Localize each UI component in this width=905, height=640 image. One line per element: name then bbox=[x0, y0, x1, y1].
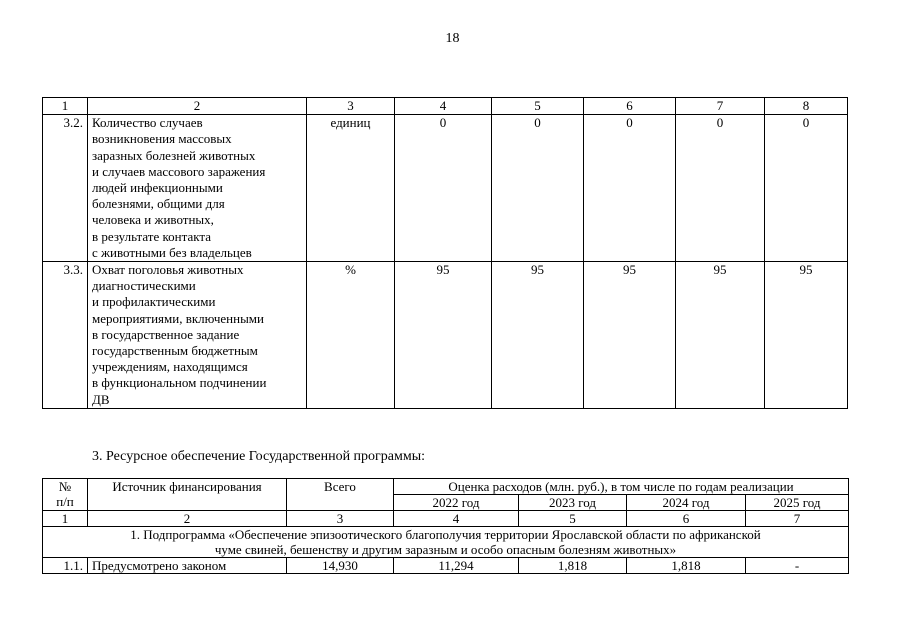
column-number: 6 bbox=[627, 511, 746, 527]
indicator-line: и профилактическими bbox=[92, 294, 216, 310]
indicator-name bbox=[88, 262, 307, 409]
column-number: 1 bbox=[43, 98, 88, 115]
column-number: 4 bbox=[395, 98, 492, 115]
value-cell: 0 bbox=[492, 115, 584, 262]
indicator-name bbox=[88, 115, 307, 262]
row-number: 3.3. bbox=[43, 262, 88, 409]
number-header-line: № bbox=[58, 479, 72, 494]
value-cell: 95 bbox=[676, 262, 765, 409]
column-number: 2 bbox=[88, 98, 307, 115]
indicator-line: в результате контакта bbox=[92, 228, 211, 244]
subprogram-line: 1. Подпрограмма «Обеспечение эпизоотического благополучия территории Ярославской области по африканской bbox=[130, 527, 761, 542]
total-cell: 14,930 bbox=[287, 558, 394, 574]
value-cell: - bbox=[746, 558, 849, 574]
table-header-row bbox=[43, 98, 848, 115]
subprogram-row bbox=[43, 527, 849, 558]
table-row bbox=[43, 262, 848, 409]
year-header: 2024 год bbox=[627, 495, 746, 511]
estimate-header: Оценка расходов (млн. руб.), в том числе по годам реализации bbox=[394, 479, 849, 495]
value-cell: 95 bbox=[492, 262, 584, 409]
value-cell: 0 bbox=[395, 115, 492, 262]
column-numbers-row bbox=[43, 511, 849, 527]
number-header bbox=[43, 479, 88, 511]
indicator-line: людей инфекционными bbox=[92, 180, 223, 196]
section-heading: 3. Ресурсное обеспечение Государственной программы: bbox=[92, 449, 426, 464]
number-header-line: п/п bbox=[56, 494, 74, 509]
column-number: 6 bbox=[584, 98, 676, 115]
value-cell: 0 bbox=[765, 115, 848, 262]
value-cell: 1,818 bbox=[627, 558, 746, 574]
column-number: 3 bbox=[287, 511, 394, 527]
value-cell: 0 bbox=[584, 115, 676, 262]
indicator-line: мероприятиями, включенными bbox=[92, 310, 264, 326]
indicator-line: болезнями, общими для bbox=[92, 196, 225, 212]
source-cell: Предусмотрено законом bbox=[88, 558, 287, 574]
table-row bbox=[43, 558, 849, 574]
column-number: 5 bbox=[492, 98, 584, 115]
value-cell: 95 bbox=[765, 262, 848, 409]
value-cell: 95 bbox=[395, 262, 492, 409]
row-number: 3.2. bbox=[43, 115, 88, 262]
unit-cell: % bbox=[307, 262, 395, 409]
column-number: 3 bbox=[307, 98, 395, 115]
value-cell: 0 bbox=[676, 115, 765, 262]
indicator-line: в функциональном подчинении bbox=[92, 375, 267, 391]
column-number: 1 bbox=[43, 511, 88, 527]
column-number: 7 bbox=[746, 511, 849, 527]
subprogram-title bbox=[43, 527, 849, 558]
column-number: 8 bbox=[765, 98, 848, 115]
indicator-line: диагностическими bbox=[92, 278, 196, 294]
indicator-line: возникновения массовых bbox=[92, 131, 232, 147]
table-header-row bbox=[43, 479, 849, 495]
unit-cell: единиц bbox=[307, 115, 395, 262]
value-cell: 1,818 bbox=[519, 558, 627, 574]
indicator-line: человека и животных, bbox=[92, 212, 214, 228]
indicator-line: государственным бюджетным bbox=[92, 343, 258, 359]
indicator-line: с животными без владельцев bbox=[92, 244, 252, 260]
value-cell: 95 bbox=[584, 262, 676, 409]
column-number: 7 bbox=[676, 98, 765, 115]
column-number: 4 bbox=[394, 511, 519, 527]
indicator-line: Количество случаев bbox=[92, 115, 203, 131]
year-header: 2023 год bbox=[519, 495, 627, 511]
indicator-line: и случаев массового заражения bbox=[92, 163, 266, 179]
indicator-line: в государственное задание bbox=[92, 326, 240, 342]
column-number: 5 bbox=[519, 511, 627, 527]
row-number: 1.1. bbox=[43, 558, 88, 574]
total-header: Всего bbox=[287, 479, 394, 511]
indicator-line: ДВ bbox=[92, 391, 110, 407]
year-header: 2025 год bbox=[746, 495, 849, 511]
indicator-line: заразных болезней животных bbox=[92, 147, 256, 163]
indicator-line: Охват поголовья животных bbox=[92, 262, 244, 278]
year-header: 2022 год bbox=[394, 495, 519, 511]
subprogram-line: чуме свиней, бешенству и другим заразным и особо опасным болезням животных» bbox=[214, 542, 677, 557]
indicators-table bbox=[42, 97, 848, 409]
resources-table bbox=[42, 478, 849, 574]
source-header: Источник финансирования bbox=[88, 479, 287, 511]
column-number: 2 bbox=[88, 511, 287, 527]
indicator-line: учреждениям, находящимся bbox=[92, 359, 248, 375]
page-number: 18 bbox=[445, 31, 460, 46]
table-row bbox=[43, 115, 848, 262]
value-cell: 11,294 bbox=[394, 558, 519, 574]
